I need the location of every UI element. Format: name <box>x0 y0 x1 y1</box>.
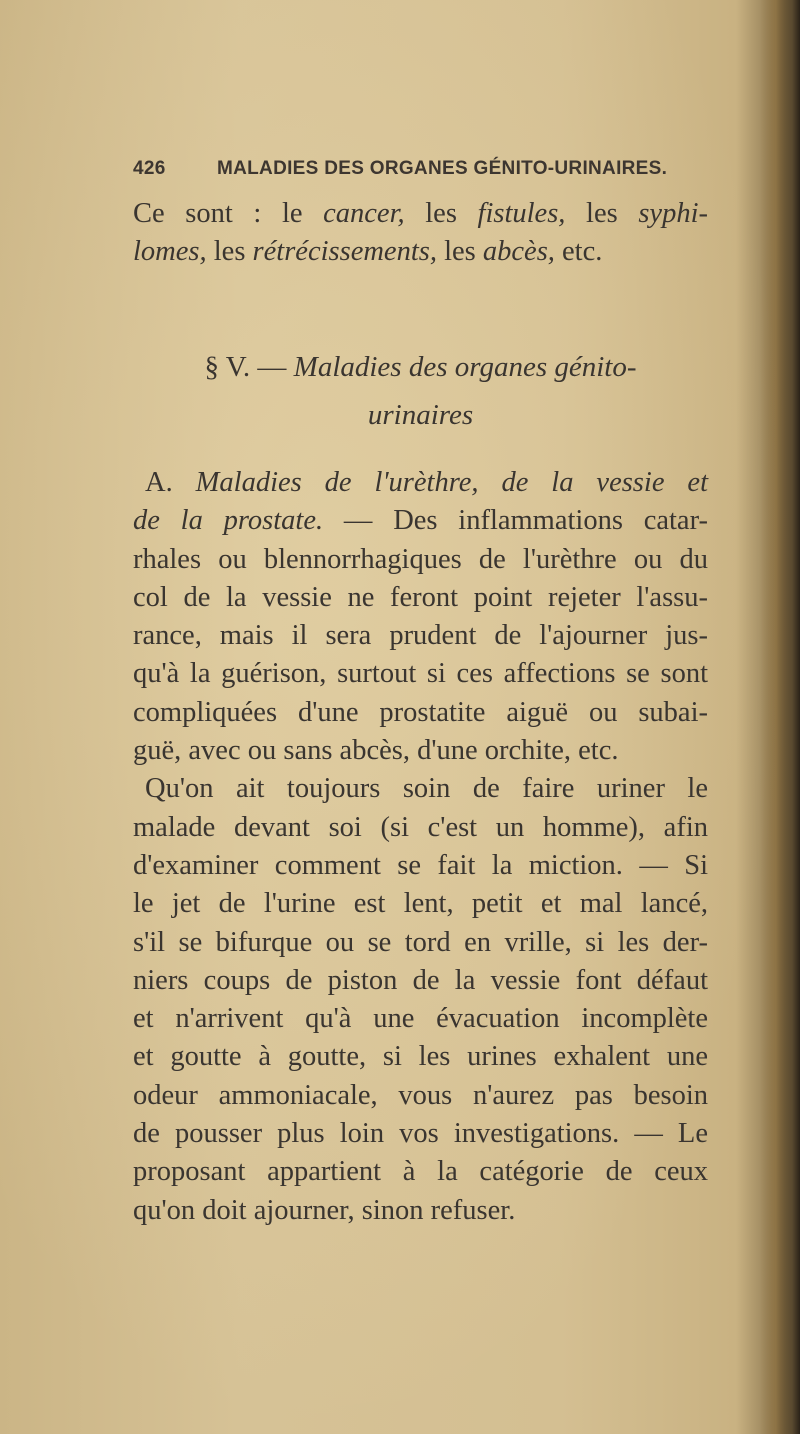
text-run: — Des inflammations catar- <box>323 505 708 537</box>
section-heading <box>133 346 708 388</box>
italic-term: abcès, <box>482 236 555 268</box>
page-edge-shadow <box>760 0 800 1434</box>
section-heading-continued <box>133 394 708 436</box>
subsection-title: Maladies de l'urèthre, de la vessie et <box>195 467 708 498</box>
text-line: rhales ou blennorrhagiques de l'urèthre ou du <box>133 543 708 575</box>
text-line: qu'on doit ajourner, sinon refuser. <box>133 1194 516 1226</box>
text-run: les <box>565 198 639 229</box>
text-line: col de la vessie ne feront point rejeter l'assu- <box>133 581 708 613</box>
text-line: odeur ammoniacale, vous n'aurez pas besoin <box>133 1079 708 1111</box>
text-run: les <box>436 236 483 268</box>
text-line: de pousser plus loin vos investigations. — Le <box>133 1118 708 1150</box>
text-line <box>133 502 708 540</box>
section-title-line: urinaires <box>367 399 474 431</box>
running-title: MALADIES DES ORGANES GÉNITO-URINAIRES. <box>217 158 668 179</box>
text-line: niers coups de piston de la vessie font défaut <box>133 964 708 996</box>
italic-term: syphi- <box>638 198 708 229</box>
text-line: s'il se bifurque ou se tord en vrille, si les der- <box>133 926 708 958</box>
subsection-letter: A. <box>145 467 196 498</box>
section-title-line: Maladies des organes génito- <box>293 351 637 383</box>
paragraph-urethra-bladder-prostate <box>133 464 708 1230</box>
text-line: compliquées d'une prostatite aiguë ou subai- <box>133 696 708 728</box>
text-line: qu'à la guérison, surtout si ces affections se sont <box>133 658 708 690</box>
text-line <box>133 233 708 271</box>
text-line: d'examiner comment se fait la miction. — Si <box>133 849 708 881</box>
italic-term: rétrécissements, <box>252 236 437 268</box>
text-run: les <box>206 236 253 268</box>
text-line: et n'arrivent qu'à une évacuation incomplète <box>133 1003 708 1035</box>
page-number: 426 <box>133 158 166 179</box>
text-line: guë, avec ou sans abcès, d'une orchite, etc. <box>133 735 619 767</box>
running-header <box>133 158 708 188</box>
text-run: les <box>404 198 478 229</box>
text-line: Qu'on ait toujours soin de faire uriner le <box>145 773 708 805</box>
text-line: proposant appartient à la catégorie de ceux <box>133 1156 708 1188</box>
text-line: et goutte à goutte, si les urines exhalent une <box>133 1041 708 1073</box>
text-line: le jet de l'urine est lent, petit et mal lancé, <box>133 888 708 920</box>
subsection-title: de la prostate. <box>133 505 324 537</box>
text-line: malade devant soi (si c'est un homme), afin <box>133 811 708 843</box>
text-run: Ce sont : le <box>133 198 324 229</box>
italic-term: cancer, <box>323 198 405 229</box>
italic-term: lomes, <box>133 236 207 268</box>
italic-term: fistules, <box>477 198 566 229</box>
paragraph-list-of-conditions <box>133 195 708 272</box>
text-run: etc. <box>554 236 603 268</box>
text-line: rance, mais il sera prudent de l'ajourner jus- <box>133 620 708 652</box>
section-number: § V. — <box>204 351 294 383</box>
text-line <box>133 464 708 502</box>
text-line <box>133 195 708 233</box>
